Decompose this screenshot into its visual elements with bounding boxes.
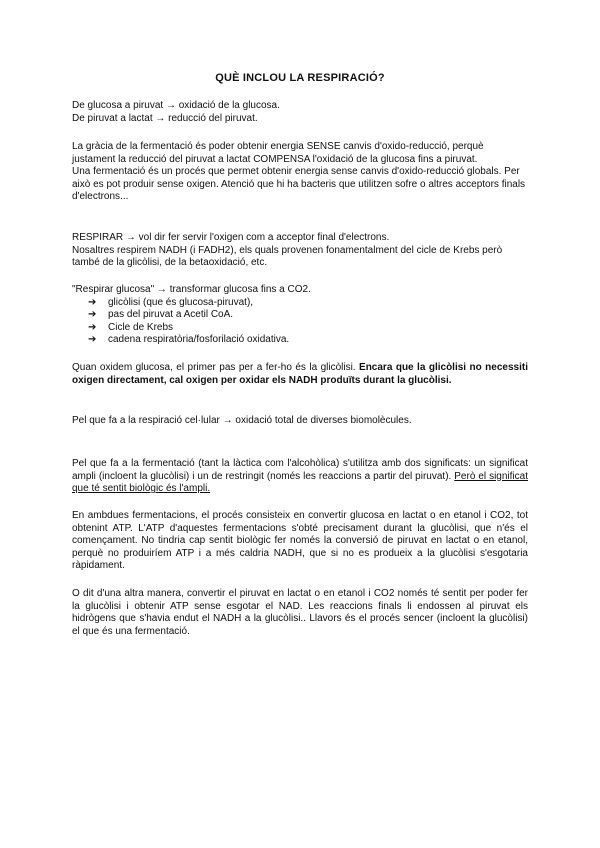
list-item: [72, 322, 528, 335]
paragraph-significats: [72, 458, 528, 496]
page-title: QUÈ INCLOU LA RESPIRACIÓ?: [215, 72, 385, 84]
list-item: [72, 309, 528, 322]
text-line: De piruvat a lactat → reducció del piruvat.: [72, 112, 258, 124]
list-item: [72, 297, 528, 310]
text-paragraph: [72, 362, 528, 387]
text-paragraph: O dit d'una altra manera, convertir el piruvat en lactat o en etanol i CO2 només té sentit per poder fer la glucòlisi i obtenir ATP sense esgotar el NAD. Les reaccions finals li endossen al piruvat els hidrògens que s'havia endut el NADH a la glucòlisi.. Llavors és el procés sencer (incloent la glucòlisi) el que és una fermentació.: [72, 588, 528, 637]
list-item-label: pas del piruvat a Acetil CoA.: [108, 309, 234, 321]
text-normal: Pel que fa a la fermentació (tant la làctica com l'alcohòlica) s'utilitza amb dos significats: un significat ampli (incloent la glucòlisi) i un de restringit (només les reaccions a partir del piruvat).: [72, 458, 528, 482]
text-underlined: Però el significat que té sentit biològic és l'ampli.: [72, 470, 528, 495]
paragraph-dit-altra-manera: [72, 588, 528, 638]
list-item: [72, 334, 528, 347]
text-paragraph: La gràcia de la fermentació és poder obtenir energia SENSE canvis d'oxido-reducció, perquè justament la reducció del piruvat a lactat COMPENSA l'oxidació de la glucosa fins a piruvat.: [72, 141, 484, 165]
arrow-icon: ➔: [88, 309, 97, 321]
paragraph-respiracio-cellular: [72, 415, 528, 428]
text-line: RESPIRAR → vol dir fer servir l'oxigen com a acceptor final d'electrons.: [72, 232, 390, 243]
text-paragraph: Nosaltres respirem NADH (i FADH2), els quals provenen fonamentalment del cicle de Krebs però també de la glicòlisi, de la betaoxidació, etc.: [72, 244, 503, 269]
arrow-icon: ➔: [88, 321, 97, 333]
arrow-icon: ➔: [88, 334, 97, 346]
text-paragraph: Una fermentació és un procés que permet obtenir energia sense canvis d'oxido-reducció globals. Per això es pot produir sense oxigen. Atenció que hi ha bacteris que utilitzen sofre o altres acceptors finals d'electrons...: [72, 166, 526, 203]
paragraph-glucosa-piruvat: [72, 100, 528, 125]
list-item-label: glicòlisi (que és glucosa-piruvat),: [108, 296, 254, 308]
text-paragraph: Pel que fa a la respiració cel·lular → oxidació total de diverses biomolècules.: [72, 415, 412, 426]
arrow-icon: ➔: [88, 296, 97, 308]
text-bold: Encara que la glicòlisi no necessiti oxigen directament, cal oxigen per oxidar els NADH produïts durant la glucòlisi.: [72, 362, 528, 386]
steps-list: [72, 297, 528, 347]
list-item-label: cadena respiratòria/fosforilació oxidativa.: [108, 334, 290, 346]
text-paragraph: [72, 458, 528, 496]
list-item-label: Cicle de Krebs: [108, 321, 174, 333]
paragraph-respirar-glucosa: [72, 284, 528, 347]
text-line: "Respirar glucosa" → transformar glucosa fins a CO2.: [72, 284, 311, 295]
paragraph-respirar: [72, 232, 528, 270]
paragraph-fermentacio: [72, 141, 528, 204]
paragraph-ambdues-fermentacions: [72, 510, 528, 573]
text-line: De glucosa a piruvat → oxidació de la glucosa.: [72, 100, 280, 111]
paragraph-glicolisi: [72, 362, 528, 387]
text-paragraph: En ambdues fermentacions, el procés consisteix en convertir glucosa en lactat o en etanol i CO2, tot obtenint ATP. L'ATP d'aquestes fermentacions s'obté precisament durant la glucòlisi, que n'és el començament. No tindria cap sentit biològic fer només la conversió de piruvat en lactat o en etanol, perquè no produiríem ATP i a més caldria NADH, que si no es produeix a la glucòlisi s'esgotaria ràpidament.: [72, 510, 528, 572]
text-normal: Quan oxidem glucosa, el primer pas per a fer-ho és la glicòlisi.: [72, 362, 360, 373]
